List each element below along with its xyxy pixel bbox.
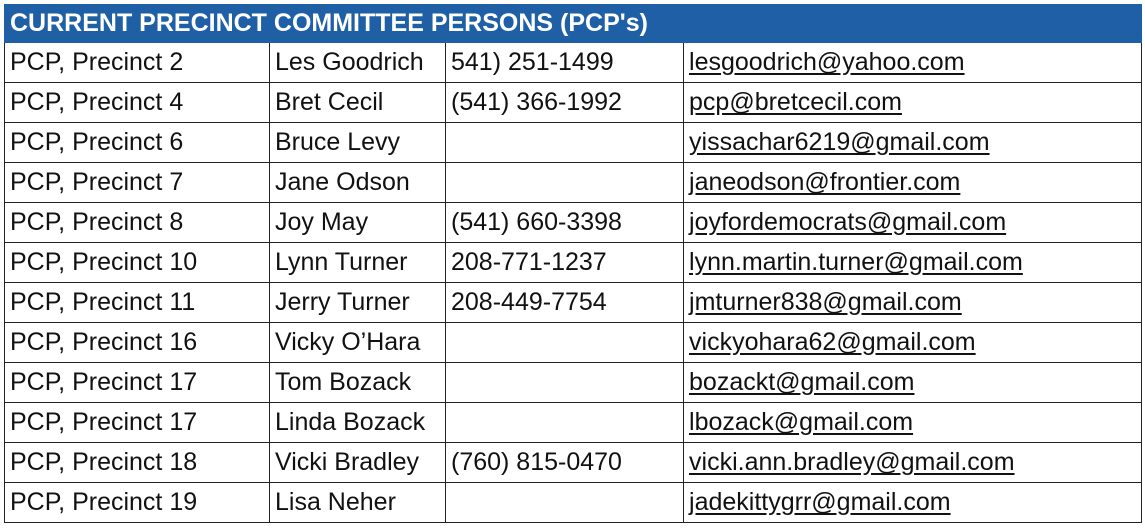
- table-row: [5, 483, 1142, 523]
- phone-cell: [446, 483, 684, 523]
- precinct-cell: PCP, Precinct 10: [5, 243, 270, 283]
- precinct-cell: PCP, Precinct 18: [5, 443, 270, 483]
- table-header-row: [5, 5, 1142, 43]
- table-header-blank: [684, 5, 1142, 43]
- precinct-cell: PCP, Precinct 4: [5, 83, 270, 123]
- table-row: [5, 123, 1142, 163]
- person-name-cell: Bret Cecil: [270, 83, 446, 123]
- email-link[interactable]: jadekittygrr@gmail.com: [684, 483, 1142, 523]
- table-row: [5, 443, 1142, 483]
- phone-cell: 208-771-1237: [446, 243, 684, 283]
- table-row: [5, 163, 1142, 203]
- email-link[interactable]: bozackt@gmail.com: [684, 363, 1142, 403]
- email-link[interactable]: janeodson@frontier.com: [684, 163, 1142, 203]
- phone-cell: (541) 660-3398: [446, 203, 684, 243]
- email-link[interactable]: yissachar6219@gmail.com: [684, 123, 1142, 163]
- email-link[interactable]: vickyohara62@gmail.com: [684, 323, 1142, 363]
- email-link[interactable]: joyfordemocrats@gmail.com: [684, 203, 1142, 243]
- table-body: [5, 43, 1142, 523]
- precinct-cell: PCP, Precinct 2: [5, 43, 270, 83]
- person-name-cell: Lynn Turner: [270, 243, 446, 283]
- phone-cell: (541) 366-1992: [446, 83, 684, 123]
- table-row: [5, 243, 1142, 283]
- precinct-cell: PCP, Precinct 6: [5, 123, 270, 163]
- precinct-cell: PCP, Precinct 7: [5, 163, 270, 203]
- person-name-cell: Les Goodrich: [270, 43, 446, 83]
- precinct-cell: PCP, Precinct 16: [5, 323, 270, 363]
- precinct-cell: PCP, Precinct 17: [5, 403, 270, 443]
- phone-cell: [446, 403, 684, 443]
- phone-cell: (760) 815-0470: [446, 443, 684, 483]
- precinct-cell: PCP, Precinct 11: [5, 283, 270, 323]
- email-link[interactable]: jmturner838@gmail.com: [684, 283, 1142, 323]
- person-name-cell: Bruce Levy: [270, 123, 446, 163]
- phone-cell: [446, 323, 684, 363]
- phone-cell: [446, 363, 684, 403]
- person-name-cell: Vicki Bradley: [270, 443, 446, 483]
- precinct-cell: PCP, Precinct 17: [5, 363, 270, 403]
- email-link[interactable]: pcp@bretcecil.com: [684, 83, 1142, 123]
- email-link[interactable]: lesgoodrich@yahoo.com: [684, 43, 1142, 83]
- table-row: [5, 363, 1142, 403]
- table-title: CURRENT PRECINCT COMMITTEE PERSONS (PCP's): [5, 5, 684, 43]
- precinct-cell: PCP, Precinct 19: [5, 483, 270, 523]
- person-name-cell: Vicky O’Hara: [270, 323, 446, 363]
- person-name-cell: Tom Bozack: [270, 363, 446, 403]
- person-name-cell: Linda Bozack: [270, 403, 446, 443]
- table-row: [5, 323, 1142, 363]
- phone-cell: 208-449-7754: [446, 283, 684, 323]
- person-name-cell: Lisa Neher: [270, 483, 446, 523]
- phone-cell: [446, 163, 684, 203]
- email-link[interactable]: lynn.martin.turner@gmail.com: [684, 243, 1142, 283]
- phone-cell: 541) 251-1499: [446, 43, 684, 83]
- email-link[interactable]: lbozack@gmail.com: [684, 403, 1142, 443]
- phone-cell: [446, 123, 684, 163]
- table-row: [5, 283, 1142, 323]
- table-row: [5, 83, 1142, 123]
- pcp-sheet: [4, 4, 1141, 523]
- email-link[interactable]: vicki.ann.bradley@gmail.com: [684, 443, 1142, 483]
- precinct-cell: PCP, Precinct 8: [5, 203, 270, 243]
- table-row: [5, 403, 1142, 443]
- person-name-cell: Jane Odson: [270, 163, 446, 203]
- person-name-cell: Jerry Turner: [270, 283, 446, 323]
- pcp-table: [4, 4, 1142, 523]
- table-row: [5, 203, 1142, 243]
- table-row: [5, 43, 1142, 83]
- person-name-cell: Joy May: [270, 203, 446, 243]
